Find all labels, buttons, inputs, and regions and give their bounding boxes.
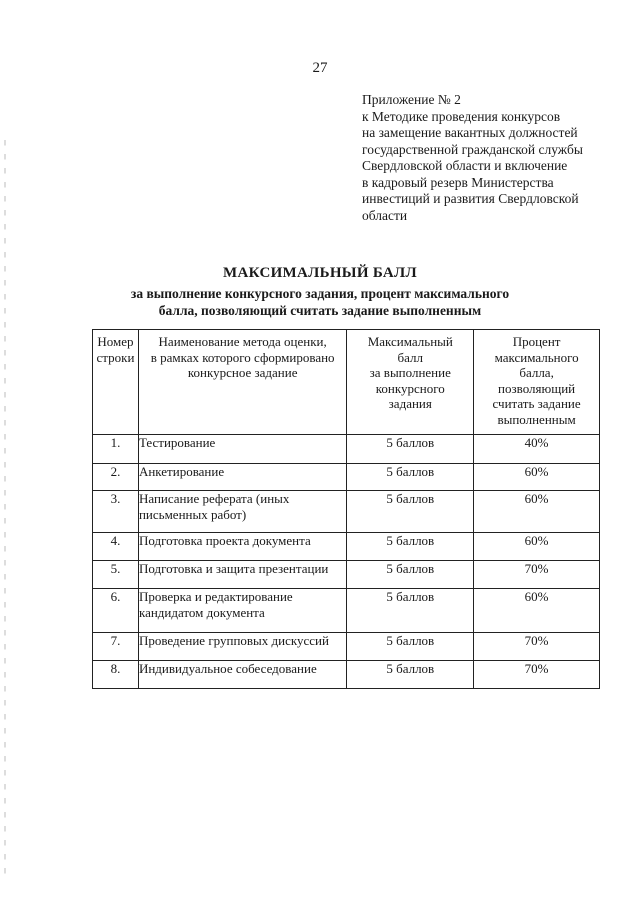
row-percent: 40%: [474, 435, 600, 464]
header-text: Номер: [97, 334, 134, 349]
table-row: [93, 435, 600, 464]
table-row: [93, 464, 600, 491]
appendix-note: [362, 92, 632, 224]
header-text: конкурсное задание: [187, 365, 298, 380]
subtitle-line-2: балла, позволяющий считать задание выполненным: [158, 303, 482, 318]
table-header-row: [93, 330, 600, 435]
method-text: Тестирование: [138, 435, 216, 450]
row-max-score: 5 баллов: [347, 435, 474, 464]
table-row: [93, 661, 600, 689]
row-number: 3.: [93, 491, 139, 533]
table-row: [93, 561, 600, 589]
row-number: 6.: [93, 589, 139, 633]
row-number: 2.: [93, 464, 139, 491]
header-text: Наименование метода оценки,: [158, 334, 327, 349]
table-row: [93, 589, 600, 633]
header-text: строки: [96, 349, 135, 365]
scan-margin-marks: [4, 140, 6, 880]
table-row: [93, 633, 600, 661]
page-number: 27: [312, 60, 328, 76]
method-text: Индивидуальное собеседование: [138, 661, 317, 676]
header-text: конкурсного: [375, 380, 445, 396]
header-pct: [474, 330, 600, 435]
row-method: [138, 464, 346, 491]
document-subtitle: [0, 285, 640, 319]
row-max-score: 5 баллов: [347, 661, 474, 689]
appendix-line: государственной гражданской службы: [362, 141, 583, 157]
method-text: Подготовка проекта документа: [138, 533, 311, 548]
appendix-line: Приложение № 2: [362, 92, 461, 107]
appendix-line: инвестиций и развития Свердловской: [362, 191, 579, 206]
appendix-line: на замещение вакантных должностей: [362, 125, 578, 140]
method-text: Проверка и редактирование: [138, 589, 293, 604]
method-text: Написание реферата (иных: [138, 491, 290, 506]
appendix-line: Свердловской области и включение: [362, 158, 568, 173]
row-max-score: 5 баллов: [347, 491, 474, 533]
header-text: позволяющий: [498, 380, 576, 396]
row-method: [138, 661, 346, 689]
header-text: за выполнение: [369, 365, 451, 380]
method-text: Проведение групповых дискуссий: [138, 633, 329, 648]
row-max-score: 5 баллов: [347, 533, 474, 561]
subtitle-line-1: за выполнение конкурсного задания, процент максимального: [130, 286, 510, 301]
row-method: [138, 533, 346, 561]
header-text: Процент: [512, 334, 561, 349]
table-row: [93, 533, 600, 561]
method-text: Анкетирование: [138, 464, 225, 479]
header-text: балла,: [519, 365, 554, 380]
header-max: [347, 330, 474, 435]
row-percent: 70%: [474, 561, 600, 589]
row-percent: 70%: [474, 661, 600, 689]
row-method: [138, 561, 346, 589]
header-text: в рамках которого сформировано: [150, 349, 335, 365]
header-text: считать задание: [492, 396, 581, 411]
table-row: [93, 491, 600, 533]
header-num: [93, 330, 139, 435]
header-text: Максимальный: [367, 334, 453, 349]
row-number: 7.: [93, 633, 139, 661]
row-method: [138, 435, 346, 464]
header-text: выполненным: [497, 411, 576, 427]
header-method: [138, 330, 346, 435]
row-method: [138, 589, 346, 633]
header-text: максимального: [494, 349, 579, 365]
header-text: задания: [388, 396, 432, 411]
row-percent: 60%: [474, 464, 600, 491]
row-percent: 60%: [474, 533, 600, 561]
row-number: 5.: [93, 561, 139, 589]
method-text: кандидатом документа: [138, 604, 265, 620]
row-max-score: 5 баллов: [347, 589, 474, 633]
row-max-score: 5 баллов: [347, 561, 474, 589]
row-max-score: 5 баллов: [347, 633, 474, 661]
row-number: 1.: [93, 435, 139, 464]
header-text: балл: [397, 349, 424, 365]
row-method: [138, 633, 346, 661]
scores-table: [92, 329, 600, 689]
row-max-score: 5 баллов: [347, 464, 474, 491]
row-percent: 60%: [474, 589, 600, 633]
row-number: 4.: [93, 533, 139, 561]
method-text: Подготовка и защита презентации: [138, 561, 329, 576]
row-percent: 60%: [474, 491, 600, 533]
row-number: 8.: [93, 661, 139, 689]
appendix-line: к Методике проведения конкурсов: [362, 108, 561, 124]
row-method: [138, 491, 346, 533]
appendix-line: в кадровый резерв Министерства: [362, 174, 554, 190]
row-percent: 70%: [474, 633, 600, 661]
method-text: письменных работ): [138, 506, 247, 522]
appendix-line: области: [362, 207, 408, 223]
document-title: МАКСИМАЛЬНЫЙ БАЛЛ: [223, 265, 417, 281]
